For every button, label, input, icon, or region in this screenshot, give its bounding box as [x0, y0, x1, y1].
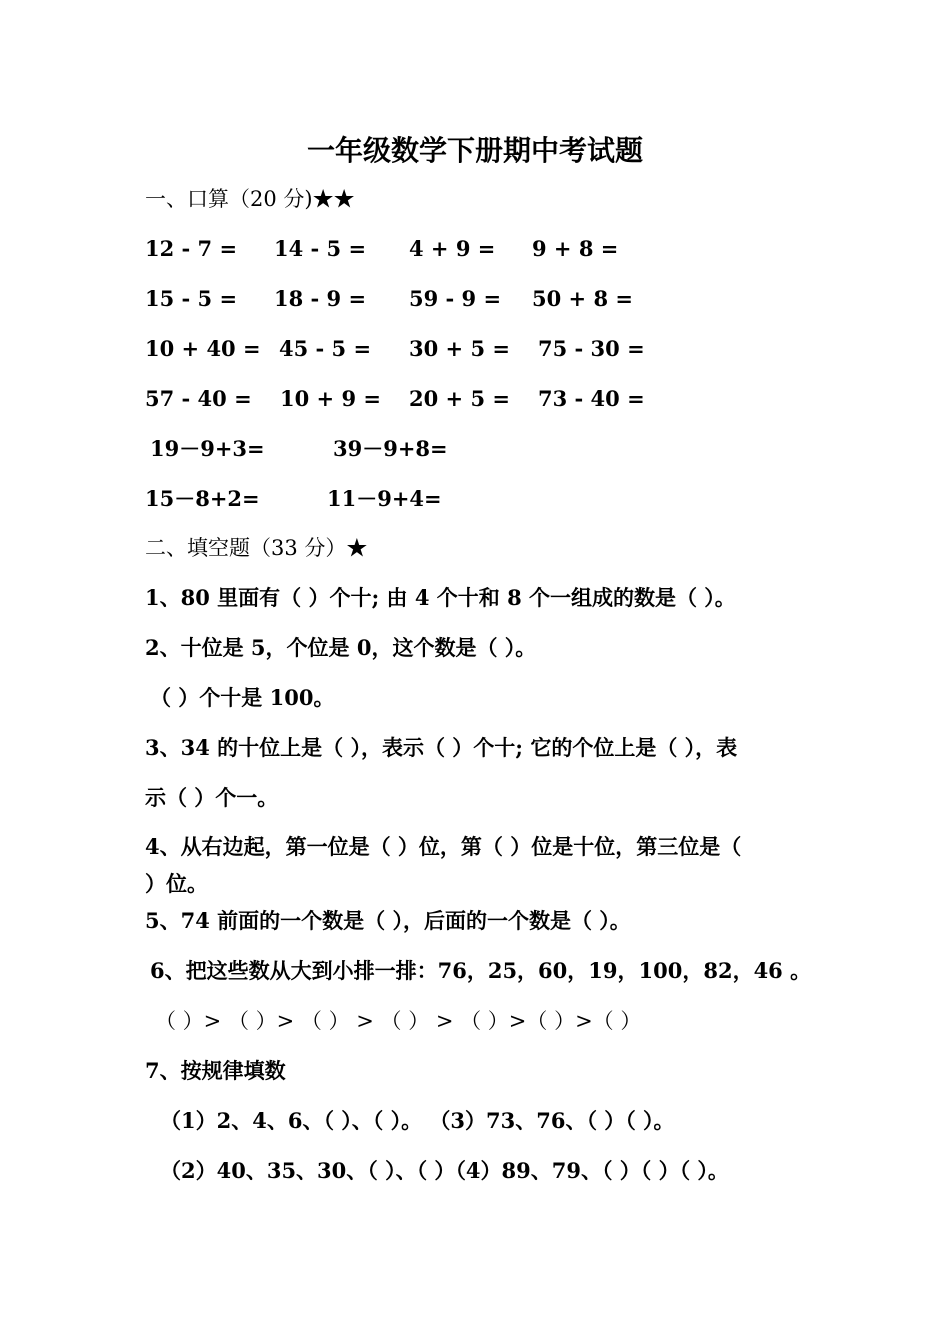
problem: 30 + 5 = [409, 336, 510, 361]
problem: 11－9+4= [327, 486, 442, 511]
question-3-cont: 示（ ）个一。 [145, 785, 279, 810]
page-title: 一年级数学下册期中考试题 [306, 134, 643, 167]
question-1: 1、80 里面有（ ）个十; 由 4 个十和 8 个一组成的数是（ ）。 [145, 585, 736, 610]
problem: 12 - 7 = [145, 236, 238, 261]
question-4-cont: ）位。 [145, 871, 208, 896]
section1-heading: 一、口算（20 分)★★ [145, 187, 355, 211]
problem: 10 + 40 = [145, 336, 261, 361]
question-6: 6、把这些数从大到小排一排：76，25，60，19，100，82，46 。 [150, 958, 812, 983]
problem: 10 + 9 = [280, 386, 381, 411]
question-7: 7、按规律填数 [145, 1058, 286, 1083]
question-3: 3、34 的十位上是（ ），表示（ ）个十; 它的个位上是（ ），表 [145, 735, 738, 760]
problem: 9 + 8 = [532, 236, 619, 261]
question-7-part-1: （1）2、4、6、（ ）、（ ）。 （3）73、76、（ ）（ ）。 [160, 1108, 675, 1133]
problem: 73 - 40 = [538, 386, 645, 411]
problem: 45 - 5 = [279, 336, 372, 361]
question-7-part-2: （2）40、35、30、（ ）、（ ）（4）89、79、（ ）（ ）（ ）。 [160, 1158, 729, 1183]
problem: 50 + 8 = [532, 286, 633, 311]
problem: 75 - 30 = [538, 336, 645, 361]
problem: 15－8+2= [145, 486, 260, 511]
question-6-blanks: （ ）> （ ）> （ ） > （ ） > （ ）>（ ）>（ ） [155, 1009, 642, 1033]
problem: 39－9+8= [333, 436, 448, 461]
problem: 19－9+3= [150, 436, 265, 461]
problem: 59 - 9 = [409, 286, 502, 311]
problem: 20 + 5 = [409, 386, 510, 411]
problem: 15 - 5 = [145, 286, 238, 311]
problem: 4 + 9 = [409, 236, 496, 261]
question-2: 2、十位是 5，个位是 0，这个数是（ ）。 [145, 635, 537, 660]
question-4: 4、从右边起，第一位是（ ）位，第（ ）位是十位，第三位是（ [145, 834, 742, 859]
question-2-cont: （ ）个十是 100。 [150, 685, 335, 710]
problem: 18 - 9 = [274, 286, 367, 311]
problem: 57 - 40 = [145, 386, 252, 411]
question-5: 5、74 前面的一个数是（ ），后面的一个数是（ ）。 [145, 908, 631, 933]
section2-heading: 二、填空题（33 分）★ [145, 536, 368, 560]
problem: 14 - 5 = [274, 236, 367, 261]
